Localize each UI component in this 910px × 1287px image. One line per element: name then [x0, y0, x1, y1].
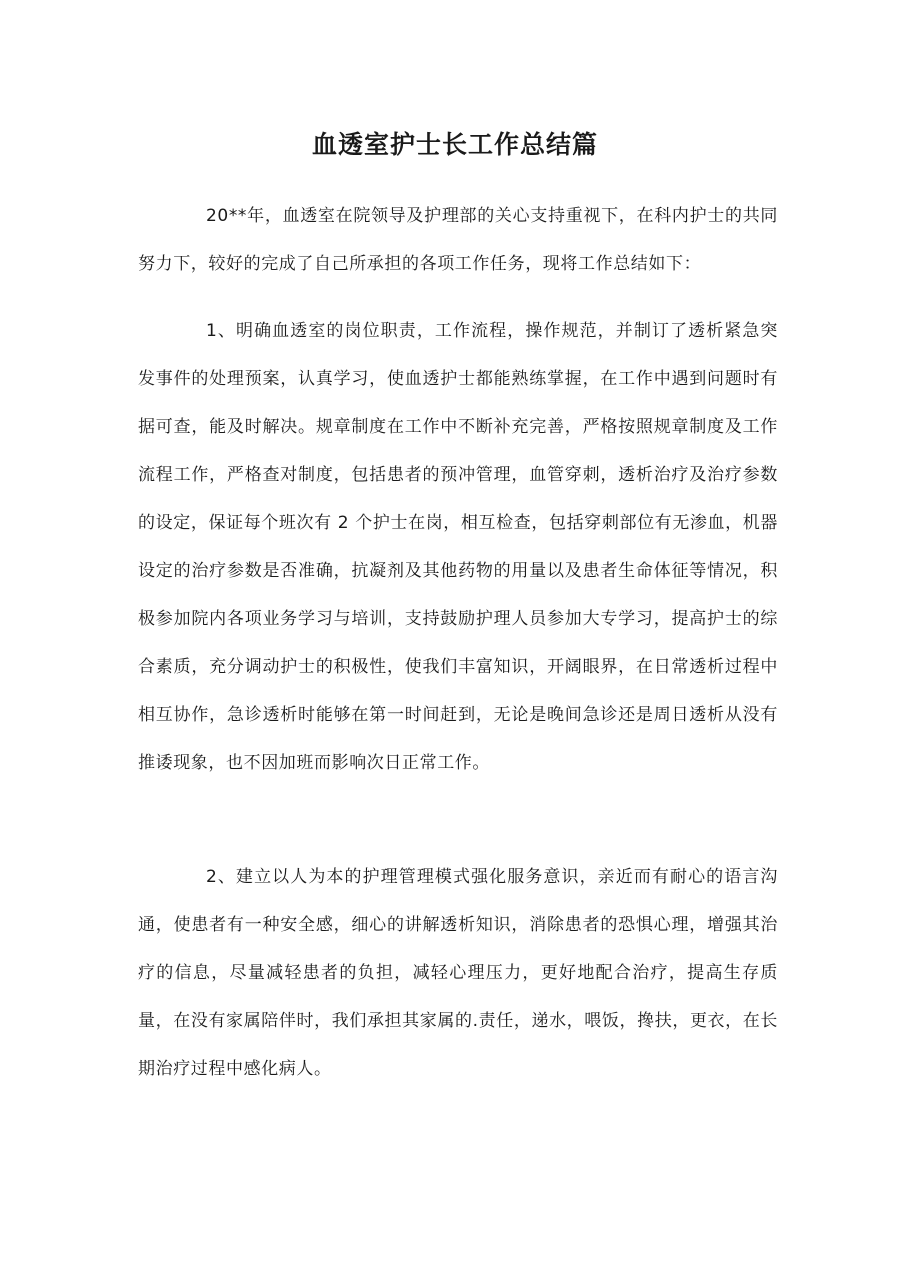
paragraph-intro: 20**年，血透室在院领导及护理部的关心支持重视下，在科内护士的共同努力下，较好的完成了自己所承担的各项工作任务，现将工作总结如下：	[138, 206, 778, 274]
document-title: 血透室护士长工作总结篇	[311, 130, 598, 159]
paragraph-item-2: 2、建立以人为本的护理管理模式强化服务意识，亲近而有耐心的语言沟通，使患者有一种安全感，细心的讲解透析知识，消除患者的恐惧心理，增强其治疗的信息，尽量减轻患者的负担，减轻心理压力，更好地配合治疗，提高生存质量，在没有家属陪伴时，我们承担其家属的.责任，递水，喂饭，搀扶，更衣，在长期治疗过程中感化病人。	[138, 867, 778, 1079]
paragraph-item-1: 1、明确血透室的岗位职责，工作流程，操作规范，并制订了透析紧急突发事件的处理预案，认真学习，使血透护士都能熟练掌握，在工作中遇到问题时有据可查，能及时解决。规章制度在工作中不断补充完善，严格按照规章制度及工作流程工作，严格查对制度，包括患者的预冲管理，血管穿刺，透析治疗及治疗参数的设定，保证每个班次有 2 个护士在岗，相互检查，包括穿刺部位有无渗血，机器设定的治疗参数是否准确，抗凝剂及其他药物的用量以及患者生命体征等情况，积极参加院内各项业务学习与培训，支持鼓励护理人员参加大专学习，提高护士的综合素质，充分调动护士的积极性，使我们丰富知识，开阔眼界，在日常透析过程中相互协作，急诊透析时能够在第一时间赶到，无论是晚间急诊还是周日透析从没有推诿现象，也不因加班而影响次日正常工作。	[138, 321, 778, 773]
